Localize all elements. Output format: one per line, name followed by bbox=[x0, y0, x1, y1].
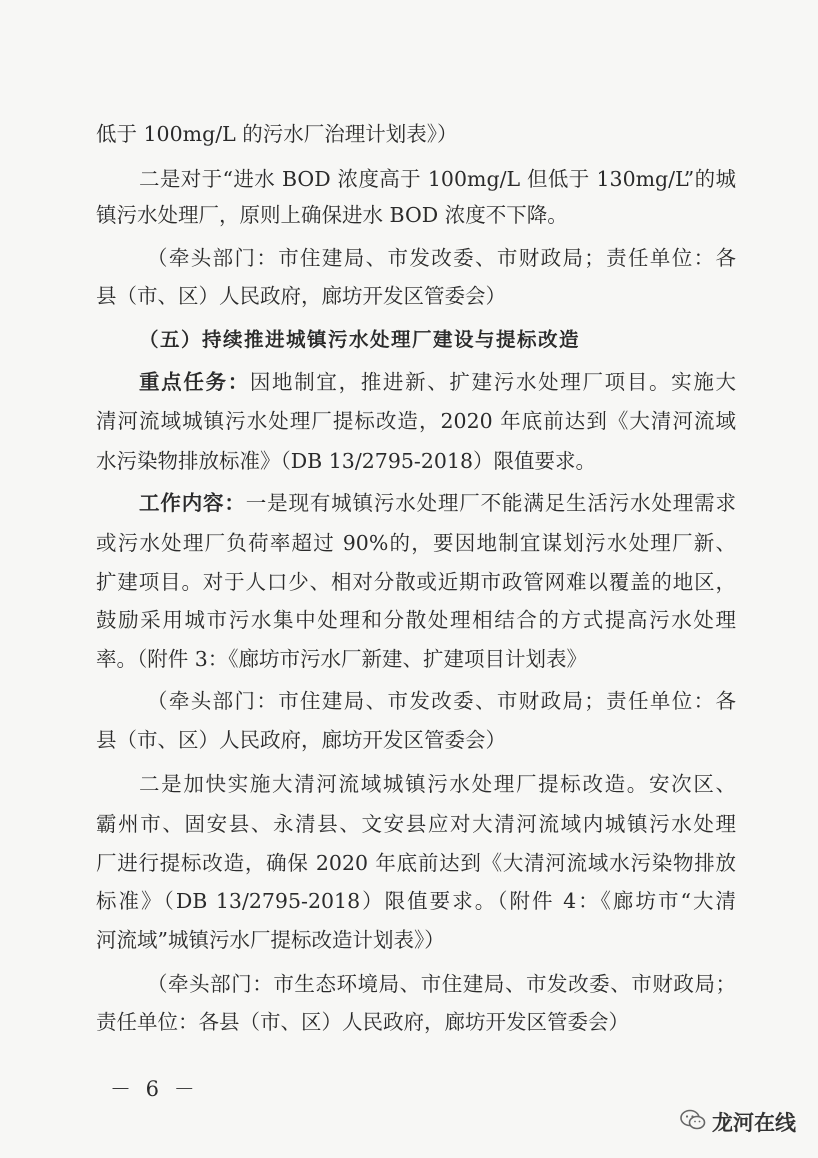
text-line: 清河流域城镇污水处理厂提标改造，2020 年底前达到《大清河流域 bbox=[96, 409, 736, 433]
text-line: 标准》（DB 13/2795-2018）限值要求。（附件 4：《廊坊市“大清 bbox=[96, 889, 736, 913]
text-line: 低于 100mg/L 的污水厂治理计划表》） bbox=[96, 122, 458, 146]
text-line: 镇污水处理厂，原则上确保进水 BOD 浓度不下降。 bbox=[96, 203, 568, 227]
page-number: － 6 － bbox=[110, 1077, 199, 1101]
text-line bbox=[139, 364, 736, 400]
text-span: 一是现有城镇污水处理厂不能满足生活污水处理需求 bbox=[245, 491, 736, 515]
text-span: 因地制宜，推进新、扩建污水处理厂项目。实施大 bbox=[249, 370, 736, 394]
text-line bbox=[139, 485, 736, 521]
watermark bbox=[680, 1104, 796, 1140]
text-line: 水污染物排放标准》（DB 13/2795-2018）限值要求。 bbox=[96, 449, 597, 473]
text-line: 或污水处理厂负荷率超过 90%的，要因地制宜谋划污水处理厂新、 bbox=[96, 531, 736, 555]
text-line: （牵头部门：市住建局、市发改委、市财政局；责任单位：各 bbox=[147, 689, 736, 713]
text-line: 厂进行提标改造，确保 2020 年底前达到《大清河流域水污染物排放 bbox=[96, 851, 736, 875]
text-line: 二是加快实施大清河流域城镇污水处理厂提标改造。安次区、 bbox=[139, 772, 736, 796]
text-line: 率。（附件 3：《廊坊市污水厂新建、扩建项目计划表》 bbox=[96, 647, 588, 671]
text-line: 扩建项目。对于人口少、相对分散或近期市政管网难以覆盖的地区， bbox=[96, 570, 736, 594]
lead-label: 重点任务： bbox=[139, 370, 250, 394]
text-line: 二是对于“进水 BOD 浓度高于 100mg/L 但低于 130mg/L”的城 bbox=[139, 167, 736, 191]
text-line: （牵头部门：市住建局、市发改委、市财政局；责任单位：各 bbox=[147, 246, 736, 270]
text-line: （牵头部门：市生态环境局、市住建局、市发改委、市财政局； bbox=[147, 972, 736, 996]
watermark-text: 龙河在线 bbox=[712, 1111, 796, 1135]
text-line: 责任单位：各县（市、区）人民政府，廊坊开发区管委会） bbox=[96, 1010, 629, 1034]
text-line: 河流域”城镇污水厂提标改造计划表》） bbox=[96, 928, 445, 952]
section-heading: （五）持续推进城镇污水处理厂建设与提标改造 bbox=[139, 328, 581, 351]
wechat-icon bbox=[680, 1109, 706, 1135]
lead-label: 工作内容： bbox=[139, 491, 246, 515]
text-line: 县（市、区）人民政府，廊坊开发区管委会） bbox=[96, 284, 506, 308]
text-line: 县（市、区）人民政府，廊坊开发区管委会） bbox=[96, 728, 506, 752]
text-line: 霸州市、固安县、永清县、文安县应对大清河流域内城镇污水处理 bbox=[96, 812, 736, 836]
text-line: 鼓励采用城市污水集中处理和分散处理相结合的方式提高污水处理 bbox=[96, 608, 736, 632]
